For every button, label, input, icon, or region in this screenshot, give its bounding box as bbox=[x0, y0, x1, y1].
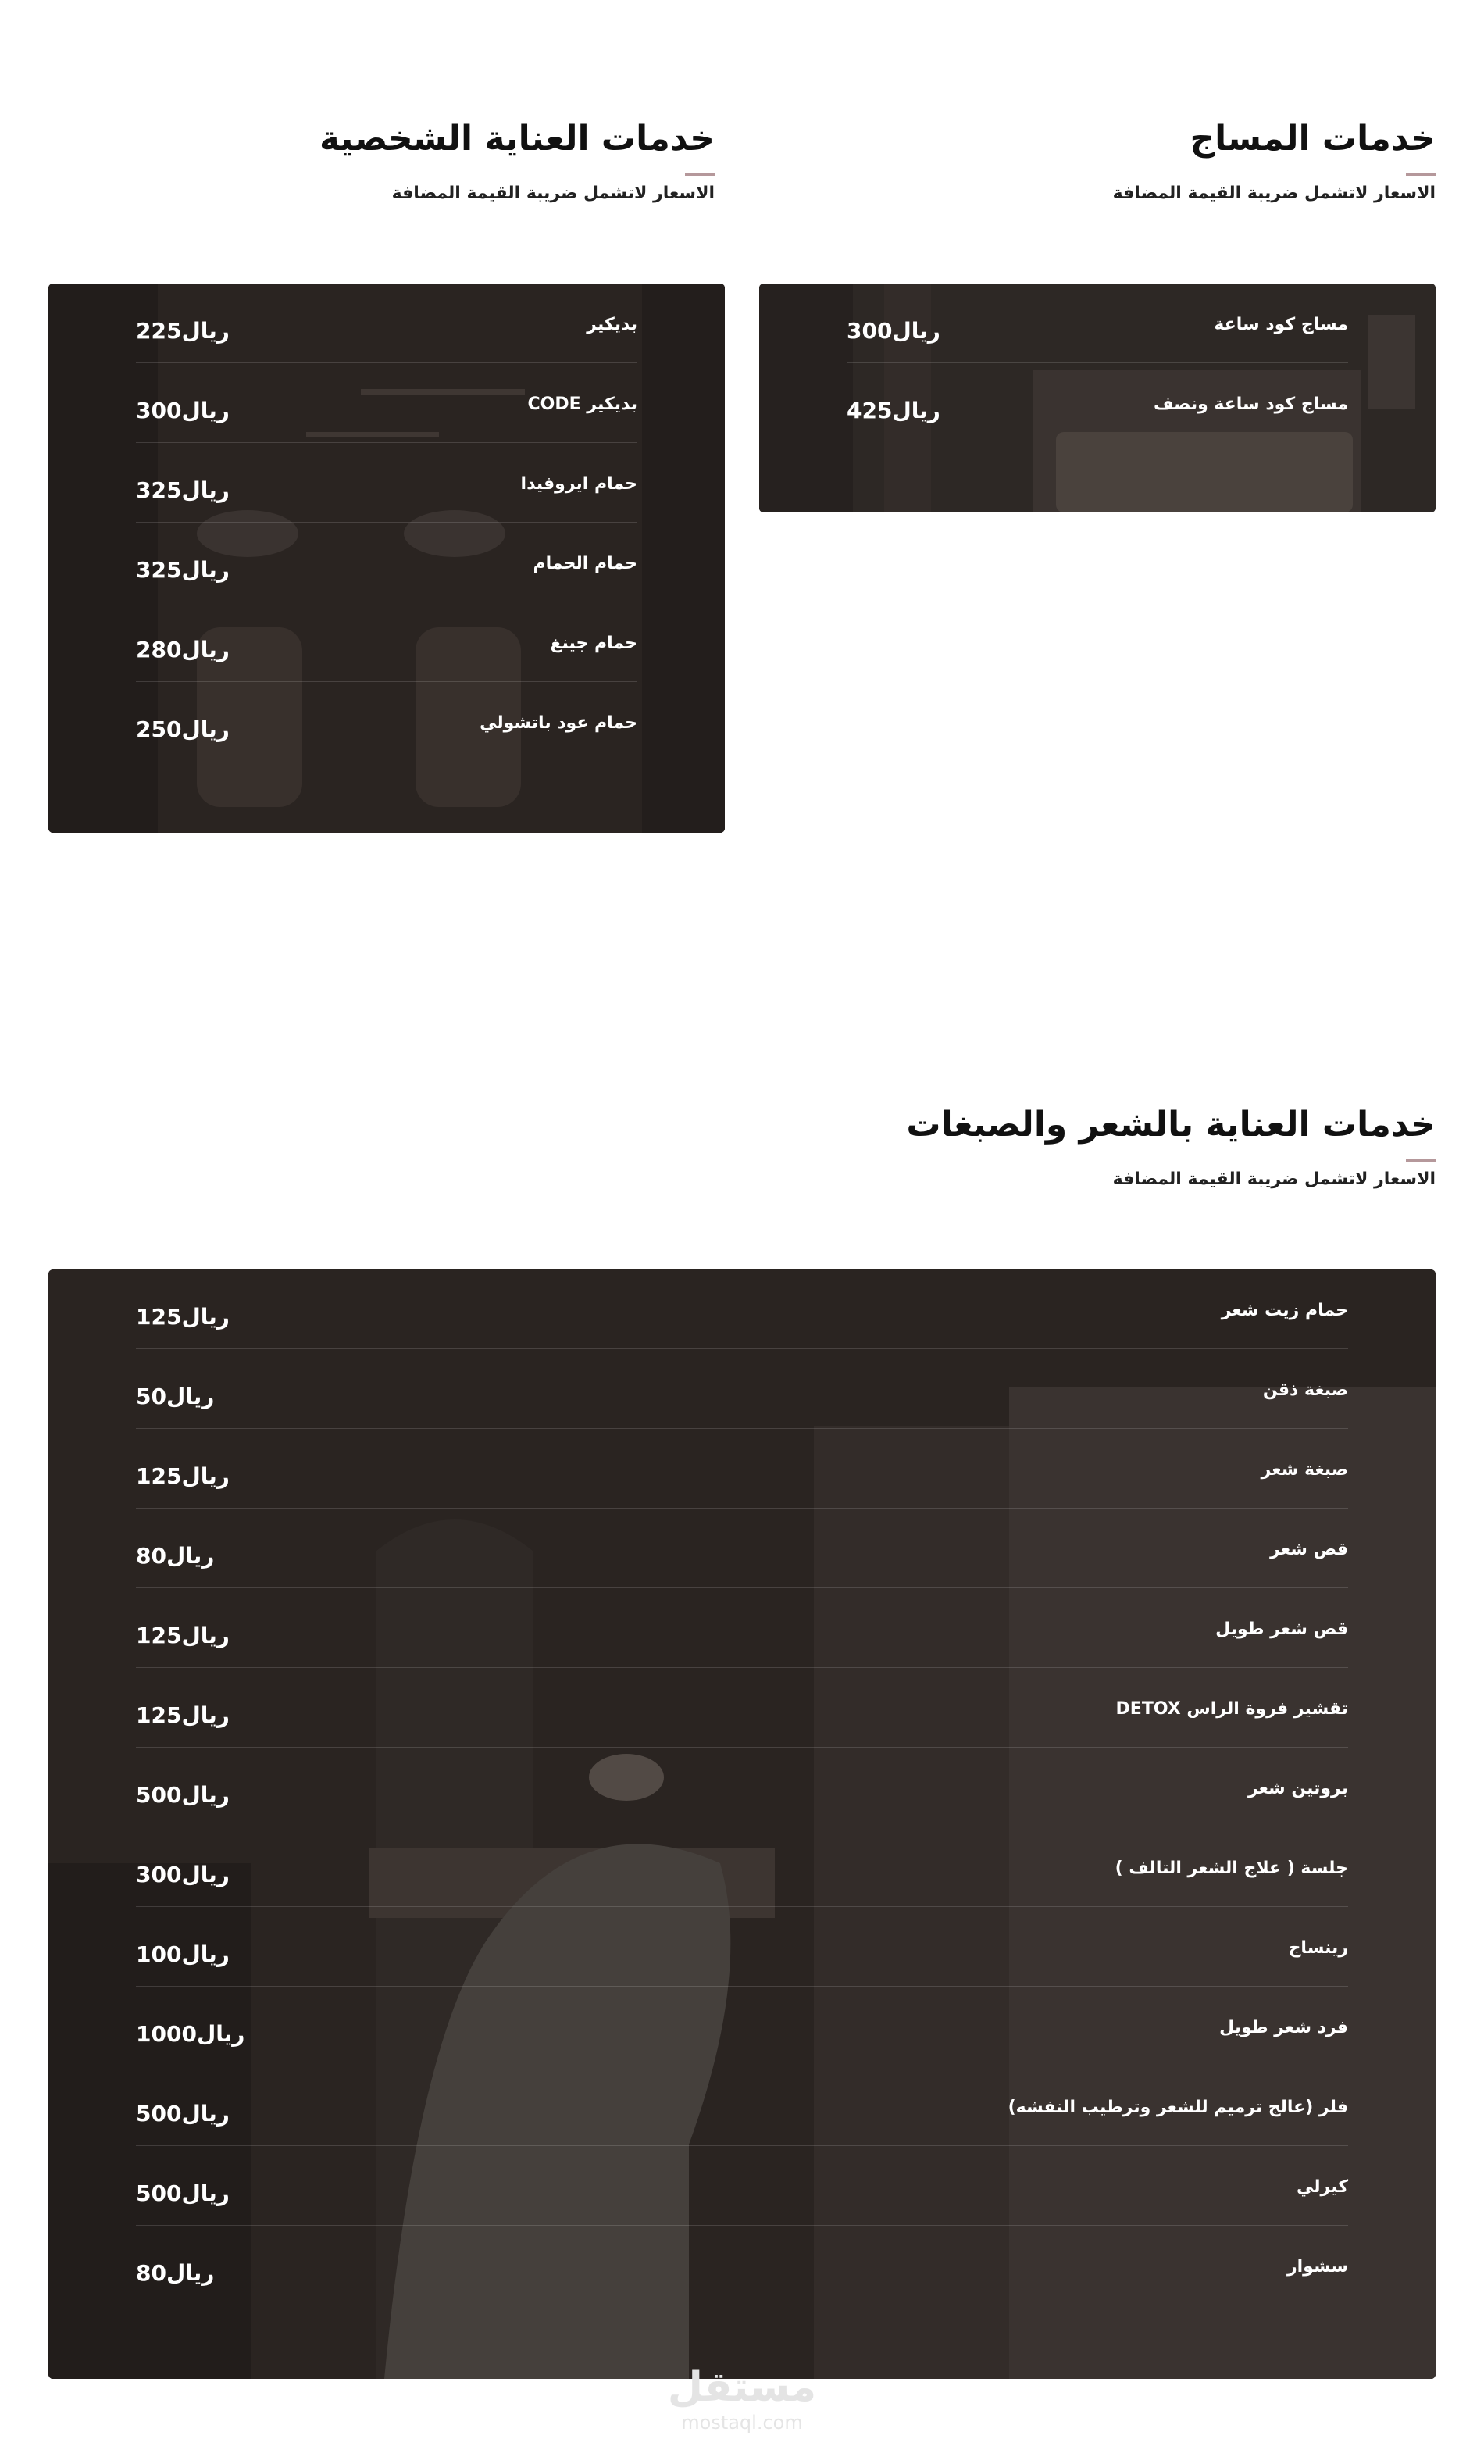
price-row bbox=[136, 2066, 1348, 2146]
price-amount: 125 bbox=[136, 1623, 182, 1648]
service-price bbox=[136, 557, 230, 584]
service-price bbox=[136, 1384, 214, 1410]
price-row bbox=[136, 443, 637, 523]
service-price bbox=[136, 1782, 230, 1809]
service-name: حمام جينغ bbox=[550, 634, 637, 653]
service-price bbox=[847, 398, 940, 424]
section-title: خدمات العناية الشخصية bbox=[319, 119, 715, 159]
price-currency: ريال bbox=[181, 1463, 230, 1489]
price-currency: ريال bbox=[181, 1702, 230, 1728]
vat-note: الاسعار لاتشمل ضريبة القيمة المضافة bbox=[1112, 184, 1436, 203]
price-currency: ريال bbox=[181, 1304, 230, 1330]
price-amount: 280 bbox=[136, 637, 182, 662]
service-price bbox=[136, 716, 230, 743]
watermark-latin: mostaql.com bbox=[681, 2412, 803, 2434]
massage-price-panel bbox=[759, 284, 1436, 512]
personal-care-price-panel bbox=[48, 284, 725, 833]
service-name: بروتين شعر bbox=[1247, 1779, 1348, 1798]
service-name: تقشير فروة الراس DETOX bbox=[1115, 1699, 1348, 1719]
title-underline bbox=[1406, 173, 1436, 176]
service-price bbox=[136, 1304, 230, 1330]
service-price bbox=[136, 1702, 230, 1729]
price-row bbox=[136, 1269, 1348, 1349]
price-currency: ريال bbox=[181, 1941, 230, 1967]
service-name: حمام الحمام bbox=[533, 554, 637, 573]
title-underline bbox=[685, 173, 715, 176]
service-name: قص شعر طويل bbox=[1215, 1619, 1348, 1639]
service-name: بديكير CODE bbox=[527, 395, 637, 414]
service-price bbox=[136, 1623, 230, 1649]
price-amount: 325 bbox=[136, 557, 182, 583]
service-name: كيرلي bbox=[1297, 2177, 1348, 2197]
service-name: قص شعر bbox=[1270, 1540, 1348, 1559]
hair-care-list bbox=[136, 1269, 1348, 2305]
price-amount: 225 bbox=[136, 318, 182, 344]
service-price bbox=[136, 1463, 230, 1490]
price-amount: 125 bbox=[136, 1304, 182, 1330]
price-currency: ريال bbox=[166, 2260, 215, 2286]
price-currency: ريال bbox=[181, 318, 230, 344]
price-amount: 425 bbox=[847, 398, 893, 423]
price-currency: ريال bbox=[181, 2180, 230, 2206]
massage-section-header bbox=[811, 116, 1436, 205]
price-row bbox=[136, 602, 637, 682]
price-row bbox=[136, 284, 637, 363]
price-currency: ريال bbox=[181, 2101, 230, 2127]
price-row bbox=[136, 1349, 1348, 1429]
service-name: حمام زيت شعر bbox=[1221, 1301, 1348, 1320]
price-amount: 325 bbox=[136, 477, 182, 503]
price-currency: ريال bbox=[181, 1862, 230, 1887]
service-price bbox=[136, 2101, 230, 2127]
price-currency: ريال bbox=[181, 637, 230, 662]
service-name: رينساج bbox=[1288, 1938, 1348, 1958]
price-amount: 500 bbox=[136, 2180, 182, 2206]
price-amount: 80 bbox=[136, 1543, 166, 1569]
price-row bbox=[136, 2146, 1348, 2226]
price-amount: 125 bbox=[136, 1463, 182, 1489]
price-currency: ريال bbox=[181, 716, 230, 742]
price-currency: ريال bbox=[181, 557, 230, 583]
service-name: صبغة شعر bbox=[1261, 1460, 1348, 1480]
price-amount: 80 bbox=[136, 2260, 166, 2286]
title-underline bbox=[1406, 1159, 1436, 1162]
hair-care-section-header bbox=[498, 1102, 1436, 1191]
price-row bbox=[136, 1429, 1348, 1509]
service-price bbox=[136, 1862, 230, 1888]
watermark-arabic: مستقل bbox=[667, 2364, 817, 2411]
price-amount: 500 bbox=[136, 1782, 182, 1808]
price-currency: ريال bbox=[892, 318, 940, 344]
price-amount: 300 bbox=[136, 398, 182, 423]
price-currency: ريال bbox=[166, 1384, 215, 1409]
service-name: جلسة ( علاج الشعر التالف ) bbox=[1115, 1859, 1348, 1878]
service-name: فرد شعر طويل bbox=[1219, 2018, 1348, 2037]
price-amount: 500 bbox=[136, 2101, 182, 2127]
price-currency: ريال bbox=[181, 398, 230, 423]
price-currency: ريال bbox=[181, 1782, 230, 1808]
service-name: حمام عود باتشولي bbox=[480, 713, 637, 733]
personal-care-section-header bbox=[90, 116, 715, 205]
vat-note: الاسعار لاتشمل ضريبة القيمة المضافة bbox=[391, 184, 715, 203]
price-currency: ريال bbox=[181, 1623, 230, 1648]
price-row bbox=[847, 363, 1348, 443]
service-name: مساج كود ساعة ونصف bbox=[1153, 395, 1348, 414]
price-row bbox=[136, 682, 637, 762]
price-amount: 300 bbox=[847, 318, 893, 344]
hair-care-price-panel bbox=[48, 1269, 1436, 2379]
price-row bbox=[136, 1827, 1348, 1907]
massage-list bbox=[847, 284, 1348, 443]
service-price bbox=[136, 2260, 214, 2287]
service-name: بديكير bbox=[587, 315, 637, 334]
service-price bbox=[136, 2180, 230, 2207]
price-row bbox=[136, 1668, 1348, 1748]
service-price bbox=[136, 318, 230, 345]
price-currency: ريال bbox=[892, 398, 940, 423]
price-row bbox=[136, 363, 637, 443]
service-price bbox=[136, 637, 230, 663]
price-row bbox=[136, 1748, 1348, 1827]
service-name: فلر (عالج ترميم للشعر وترطيب النفشه) bbox=[1008, 2098, 1348, 2117]
service-name: مساج كود ساعة bbox=[1214, 315, 1348, 334]
section-title: خدمات المساج bbox=[1190, 119, 1436, 159]
price-currency: ريال bbox=[166, 1543, 215, 1569]
personal-care-list bbox=[136, 284, 637, 762]
service-price bbox=[136, 2021, 244, 2048]
price-amount: 50 bbox=[136, 1384, 166, 1409]
service-name: حمام ايروفيدا bbox=[520, 474, 637, 494]
vat-note: الاسعار لاتشمل ضريبة القيمة المضافة bbox=[1112, 1170, 1436, 1189]
price-row bbox=[847, 284, 1348, 363]
price-amount: 300 bbox=[136, 1862, 182, 1887]
price-row bbox=[136, 523, 637, 602]
service-name: سشوار bbox=[1286, 2257, 1348, 2277]
section-title: خدمات العناية بالشعر والصبغات bbox=[906, 1105, 1436, 1145]
price-row bbox=[136, 1907, 1348, 1987]
service-price bbox=[136, 1543, 214, 1569]
service-price bbox=[136, 477, 230, 504]
price-row bbox=[136, 1588, 1348, 1668]
price-currency: ريال bbox=[181, 477, 230, 503]
price-amount: 125 bbox=[136, 1702, 182, 1728]
watermark-logo bbox=[0, 2363, 1484, 2434]
price-amount: 100 bbox=[136, 1941, 182, 1967]
service-name: صبغة ذقن bbox=[1262, 1380, 1348, 1400]
service-price bbox=[136, 398, 230, 424]
price-amount: 1000 bbox=[136, 2021, 197, 2047]
price-row bbox=[136, 1509, 1348, 1588]
price-amount: 250 bbox=[136, 716, 182, 742]
price-currency: ريال bbox=[196, 2021, 245, 2047]
price-row bbox=[136, 1987, 1348, 2066]
service-price bbox=[136, 1941, 230, 1968]
service-price bbox=[847, 318, 940, 345]
price-row bbox=[136, 2226, 1348, 2305]
